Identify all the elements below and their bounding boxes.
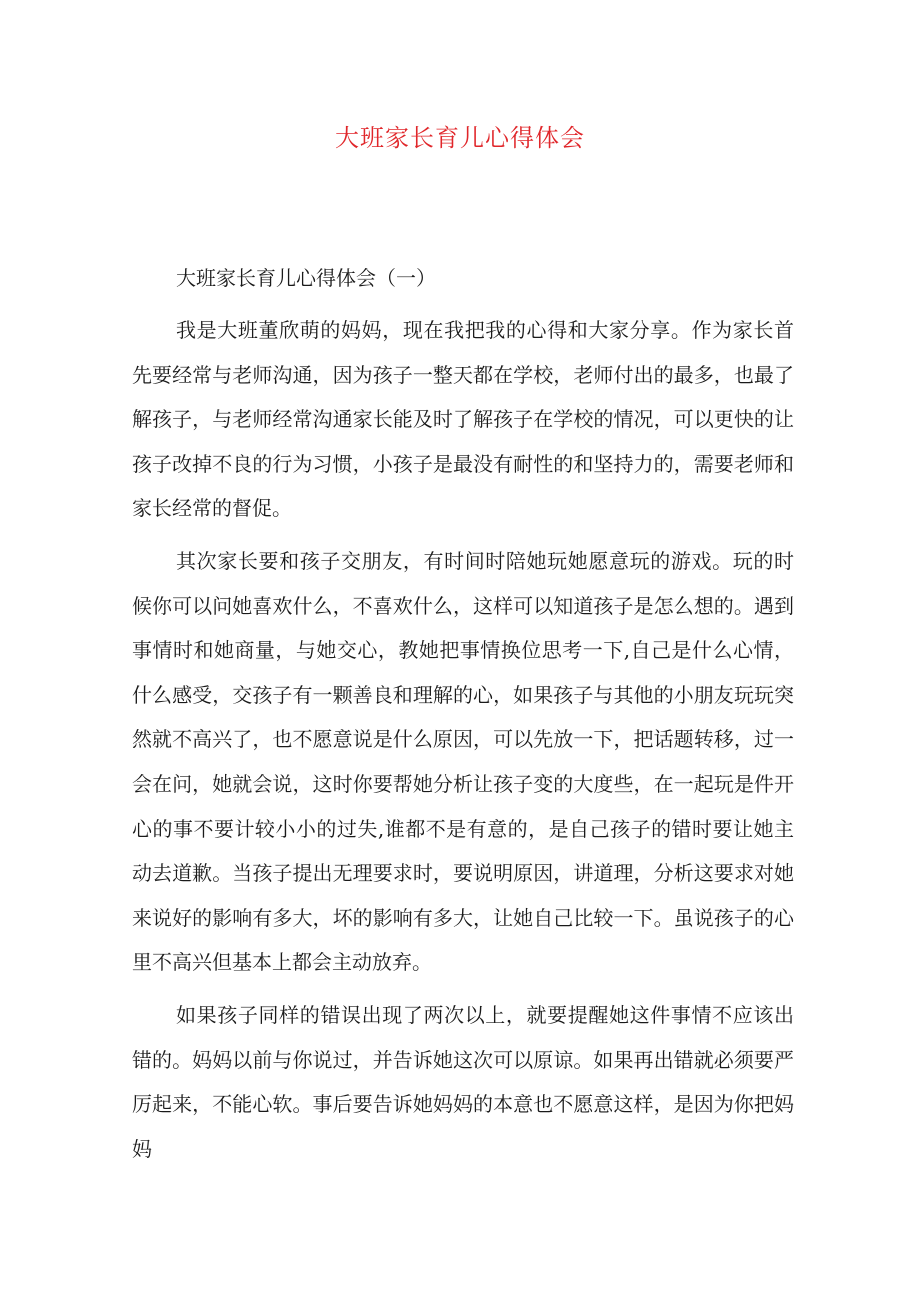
paragraph-3: 如果孩子同样的错误出现了两次以上，就要提醒她这件事情不应该出错的。妈妈以前与你说过，并告诉她这次可以原谅。如果再出错就必须要严厉起来，不能心软。事后要告诉她妈妈的本意也不愿意这样，是因为你把妈妈 bbox=[132, 1002, 794, 1161]
section-subtitle: 大班家长育儿心得体会（一） bbox=[176, 266, 436, 290]
paragraph-2: 其次家长要和孩子交朋友，有时间时陪她玩她愿意玩的游戏。玩的时候你可以问她喜欢什么，不喜欢什么，这样可以知道孩子是怎么想的。遇到事情时和她商量，与她交心，教她把事情换位思考一下,自己是什么心情，什么感受，交孩子有一颗善良和理解的心，如果孩子与其他的小朋友玩玩突然就不高兴了，也不愿意说是什么原因，可以先放一下，把话题转移，过一会在问，她就会说，这时你要帮她分析让孩子变的大度些，在一起玩是件开心的事不要计较小小的过失,谁都不是有意的，是自己孩子的错时要让她主动去道歉。当孩子提出无理要求时，要说明原因，讲道理，分析这要求对她来说好的影响有多大，坏的影响有多大，让她自己比较一下。虽说孩子的心里不高兴但基本上都会主动放弃。 bbox=[132, 548, 794, 975]
document-title: 大班家长育儿心得体会 bbox=[335, 124, 585, 152]
document-body bbox=[132, 256, 794, 1171]
paragraph-1: 我是大班董欣萌的妈妈，现在我把我的心得和大家分享。作为家长首先要经常与老师沟通，因为孩子一整天都在学校，老师付出的最多，也最了解孩子，与老师经常沟通家长能及时了解孩子在学校的情况，可以更快的让孩子改掉不良的行为习惯，小孩子是最没有耐性的和坚持力的，需要老师和家长经常的督促。 bbox=[132, 318, 794, 521]
